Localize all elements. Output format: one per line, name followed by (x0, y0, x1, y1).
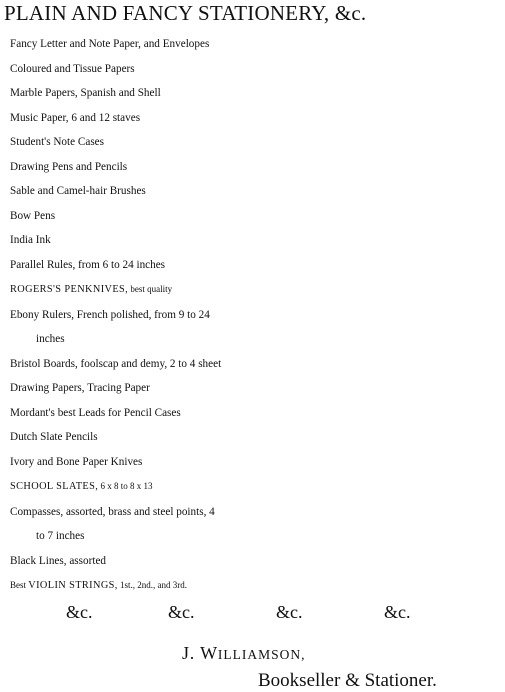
list-item: Drawing Pens and Pencils (10, 160, 128, 173)
list-item: India Ink (10, 234, 51, 246)
item-text: best quality (128, 284, 173, 294)
seller-title: Bookseller & Stationer. (258, 670, 437, 691)
list-item: Parallel Rules, from 6 to 24 inches (10, 258, 166, 271)
list-item (10, 277, 502, 303)
list-item: Dutch Slate Pencils (10, 431, 98, 443)
seller-name (182, 642, 306, 666)
list-item: Mordant's best Leads for Pencil Cases (10, 406, 181, 419)
item-caps-text: VIOLIN STRINGS, (28, 580, 118, 591)
item-text: Best (10, 580, 29, 590)
list-item: Music Paper, 6 and 12 staves (10, 111, 141, 124)
item-caps-text: SCHOOL SLATES, (10, 481, 99, 492)
list-item: Marble Papers, Spanish and Shell (10, 87, 161, 99)
list-item-continuation: inches (36, 333, 65, 345)
seller-initial: J. W (182, 643, 218, 663)
etc-mark: &c. (384, 602, 411, 622)
list-item: Student's Note Cases (10, 136, 104, 148)
page-heading: PLAIN AND FANCY STATIONERY, &c. (4, 1, 367, 25)
list-item: Drawing Papers, Tracing Paper (10, 382, 150, 394)
list-item: Coloured and Tissue Papers (10, 62, 135, 75)
list-item: Sable and Camel-hair Brushes (10, 185, 146, 197)
item-list (10, 32, 502, 599)
list-item: Bow Pens (10, 209, 56, 222)
list-item: Compasses, assorted, brass and steel points, 4 (10, 505, 215, 518)
etc-mark: &c. (66, 602, 93, 622)
item-caps-text: ROGERS'S PENKNIVES, (10, 284, 129, 295)
list-item: Ebony Rulers, French polished, from 9 to 24 (10, 308, 210, 321)
list-item (10, 474, 502, 500)
item-text: 1st., 2nd., and 3rd. (117, 580, 188, 590)
list-item: Fancy Letter and Note Paper, and Envelopes (10, 38, 210, 50)
item-text: 6 x 8 to 8 x 13 (98, 481, 153, 491)
etc-mark: &c. (168, 602, 195, 622)
list-item (10, 573, 502, 599)
list-item: Bristol Boards, foolscap and demy, 2 to 4 sheet (10, 357, 222, 370)
list-item-continuation: to 7 inches (36, 530, 85, 542)
seller-surname: ILLIAMSON, (217, 647, 306, 662)
etcetera-row (0, 600, 505, 624)
list-item: Ivory and Bone Paper Knives (10, 455, 143, 468)
list-item: Black Lines, assorted (10, 554, 107, 567)
etc-mark: &c. (276, 602, 303, 622)
